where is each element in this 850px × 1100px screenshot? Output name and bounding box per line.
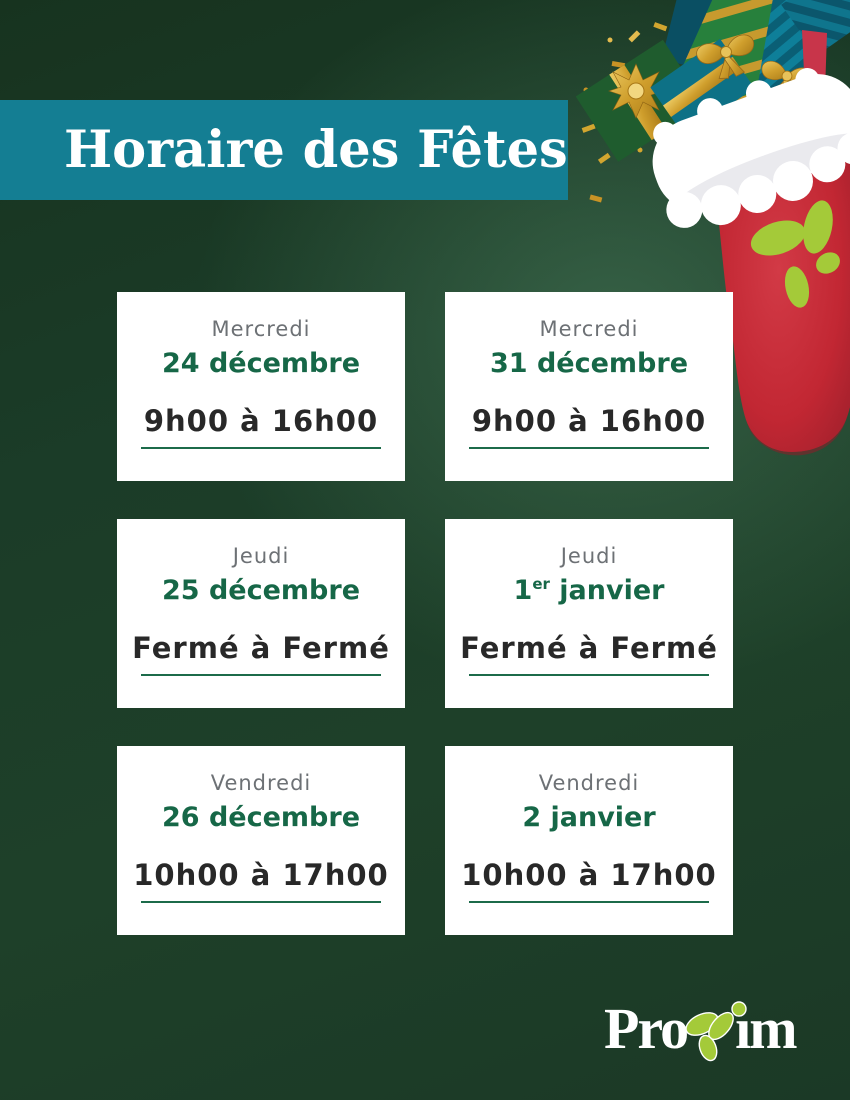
date-value: 25 décembre (161, 575, 361, 607)
date-value: 26 décembre (161, 802, 361, 834)
hours-underline (141, 447, 381, 449)
schedule-card (117, 292, 405, 481)
hours-value: Fermé à Fermé (132, 631, 390, 666)
date-value: 24 décembre (161, 348, 361, 380)
schedule-card (117, 746, 405, 935)
schedule-card (445, 292, 733, 481)
date-value: 1er janvier (513, 575, 665, 607)
title-banner (0, 100, 568, 200)
day-label: Jeudi (560, 544, 618, 568)
schedule-card (445, 746, 733, 935)
hours-underline (141, 674, 381, 676)
hours-underline (141, 901, 381, 903)
day-label: Vendredi (538, 771, 640, 795)
logo-text-im: ım (735, 996, 796, 1061)
hours-value: 9h00 à 16h00 (471, 404, 707, 439)
schedule-card (445, 519, 733, 708)
day-label: Jeudi (232, 544, 290, 568)
date-value: 31 décembre (489, 348, 689, 380)
page-title: Horaire des Fêtes (64, 119, 568, 180)
schedule-grid (117, 292, 733, 935)
day-label: Mercredi (539, 317, 639, 341)
hours-underline (469, 901, 709, 903)
hours-value: Fermé à Fermé (460, 631, 718, 666)
hours-underline (469, 674, 709, 676)
day-label: Mercredi (211, 317, 311, 341)
hours-underline (469, 447, 709, 449)
proxim-logo (604, 998, 796, 1064)
logo-text-pro: Pro (604, 996, 688, 1061)
hours-value: 9h00 à 16h00 (143, 404, 379, 439)
date-value: 2 janvier (522, 802, 656, 834)
day-label: Vendredi (210, 771, 312, 795)
hours-value: 10h00 à 17h00 (133, 858, 389, 893)
schedule-card (117, 519, 405, 708)
hours-value: 10h00 à 17h00 (461, 858, 717, 893)
